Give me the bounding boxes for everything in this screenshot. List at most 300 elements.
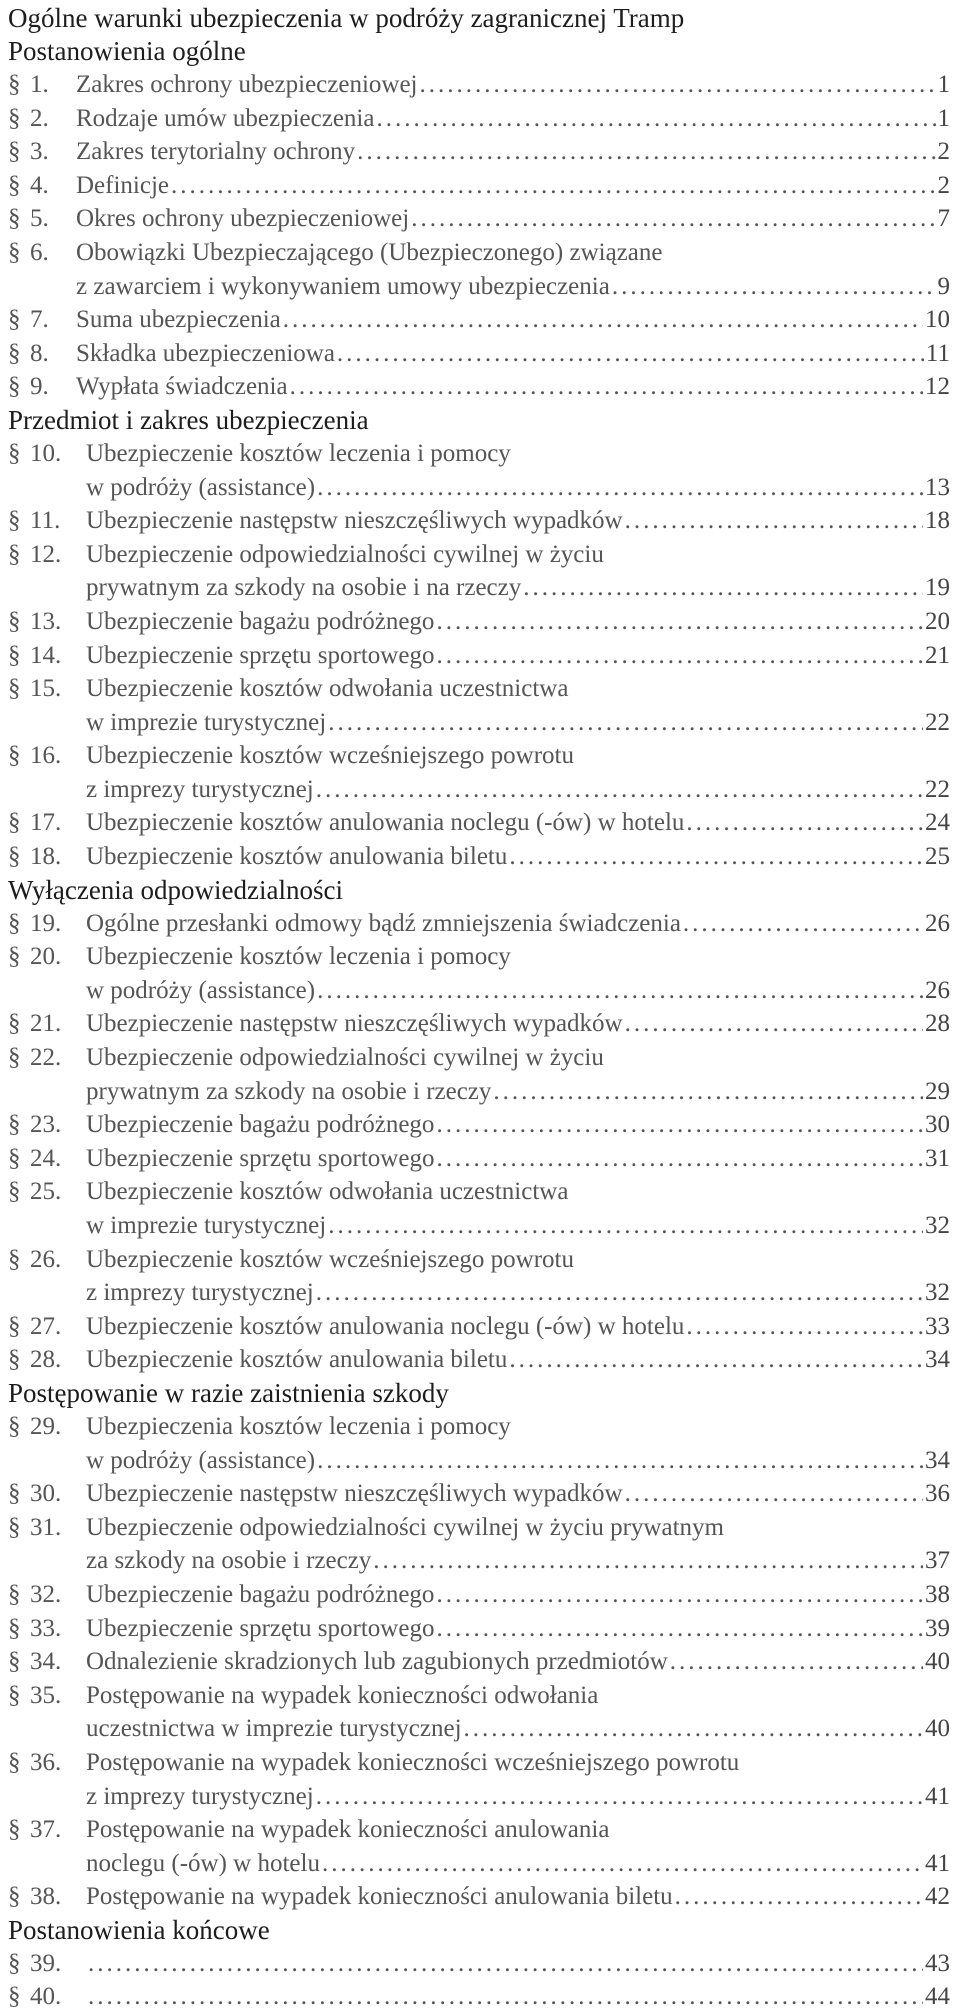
section-sign: §: [8, 306, 21, 334]
entry-number: 18.: [30, 843, 62, 871]
section-sign: §: [8, 1580, 21, 1608]
section-sign: §: [8, 339, 21, 367]
entry-number: 1.: [30, 71, 49, 98]
section-sign: §: [8, 540, 21, 568]
entry-body: [86, 538, 950, 605]
entry-line: [86, 1645, 950, 1679]
toc-entry[interactable]: [8, 1142, 950, 1176]
section-sign: §: [8, 675, 21, 703]
entry-title: Składka ubezpieczeniowa: [76, 339, 335, 367]
dot-leader: [322, 1847, 923, 1881]
section-sign: §: [8, 1983, 21, 2011]
entry-title: w imprezie turystycznej: [86, 708, 327, 736]
section-sign: §: [8, 1010, 21, 1038]
entry-line: [86, 974, 950, 1008]
entry-title: Ubezpieczenie sprzętu sportowego: [86, 1614, 435, 1642]
entry-number: 28.: [30, 1346, 62, 1374]
entry-number: 37.: [30, 1816, 62, 1844]
section-sign: §: [8, 1111, 21, 1139]
dot-leader: [283, 303, 923, 337]
dot-leader: [316, 773, 923, 807]
entry-title: Zakres terytorialny ochrony: [76, 138, 356, 166]
entry-number: 32.: [30, 1580, 62, 1608]
page-number: 22: [925, 775, 950, 803]
entry-body: [86, 1578, 950, 1612]
entry-line: [86, 571, 950, 605]
page-number: 43: [925, 1949, 950, 1977]
page-number: 29: [925, 1077, 950, 1105]
page-number: 25: [925, 843, 950, 871]
page-number: 37: [925, 1547, 950, 1575]
toc-entry[interactable]: [8, 1041, 950, 1108]
section-heading: Postanowienia ogólne: [8, 36, 246, 66]
page-number: 1: [937, 71, 950, 98]
entry-body: [86, 1243, 950, 1310]
entry-body: [86, 1679, 950, 1746]
toc-entry[interactable]: [8, 1175, 950, 1242]
entry-body: [76, 169, 950, 203]
page-number: 13: [925, 473, 950, 501]
entry-number: 36.: [30, 1748, 62, 1776]
entry-title: Ubezpieczenie sprzętu sportowego: [86, 1144, 435, 1172]
toc-entry[interactable]: [8, 1410, 950, 1477]
toc-entry[interactable]: [8, 538, 950, 605]
table-of-contents: [8, 35, 950, 2014]
entry-line: [86, 1780, 950, 1814]
dot-leader: [625, 1007, 923, 1041]
toc-entry[interactable]: [8, 1612, 950, 1646]
toc-entry[interactable]: [8, 1746, 950, 1813]
entry-line: [86, 739, 950, 773]
toc-entry[interactable]: [8, 1645, 950, 1679]
entry-line: [86, 605, 950, 639]
entry-line: [86, 1142, 950, 1176]
page-number: 31: [925, 1144, 950, 1172]
section-sign: §: [8, 1648, 21, 1676]
toc-entry[interactable]: [8, 1108, 950, 1142]
page-number: 40: [925, 1715, 950, 1743]
entry-title: Ubezpieczenie odpowiedzialności cywilnej w życiu: [86, 540, 604, 568]
entry-body: [76, 68, 950, 102]
dot-leader: [88, 1980, 923, 2014]
entry-body: [76, 102, 950, 136]
entry-body: [76, 202, 950, 236]
entry-title: Postępowanie na wypadek konieczności anulowania: [86, 1816, 610, 1844]
entry-title: Postępowanie na wypadek konieczności wcześniejszego powrotu: [86, 1748, 740, 1776]
section-heading: Wyłączenia odpowiedzialności: [8, 874, 343, 905]
dot-leader: [420, 68, 936, 102]
entry-number: 12.: [30, 540, 62, 568]
toc-entry[interactable]: [8, 806, 950, 840]
entry-number: 10.: [30, 439, 62, 467]
entry-line: [76, 337, 950, 371]
entry-body: [86, 1511, 950, 1578]
toc-entry[interactable]: [8, 1243, 950, 1310]
dot-leader: [436, 1108, 923, 1142]
entry-line: [86, 1276, 950, 1310]
entry-body: [86, 1410, 950, 1477]
entry-line: [86, 1544, 950, 1578]
toc-entry[interactable]: [8, 1007, 950, 1041]
dot-leader: [436, 639, 923, 673]
entry-number: 26.: [30, 1245, 62, 1273]
toc-entry[interactable]: [8, 739, 950, 806]
entry-line: [86, 639, 950, 673]
toc-entry[interactable]: [8, 1880, 950, 1914]
dot-leader: [88, 1947, 923, 1981]
entry-title: Postępowanie na wypadek konieczności odwołania: [86, 1681, 599, 1709]
section-sign: §: [8, 1044, 21, 1072]
page-number: 39: [925, 1614, 950, 1642]
page-number: 33: [925, 1312, 950, 1340]
entry-title: z zawarciem i wykonywaniem umowy ubezpieczenia: [76, 272, 610, 300]
entry-title: za szkody na osobie i rzeczy: [86, 1547, 372, 1575]
entry-number: 3.: [30, 138, 49, 166]
section-sign: §: [8, 1949, 21, 1977]
dot-leader: [436, 605, 923, 639]
dot-leader: [686, 1310, 923, 1344]
entry-number: 14.: [30, 641, 62, 669]
entry-body: [86, 1612, 950, 1646]
entry-number: 7.: [30, 306, 49, 334]
page-number: 26: [925, 909, 950, 937]
toc-entry[interactable]: [8, 68, 950, 102]
entry-number: 8.: [30, 339, 49, 367]
entry-line: [76, 102, 950, 136]
section-sign: §: [8, 742, 21, 770]
toc-entry[interactable]: [8, 102, 950, 136]
entry-body: [86, 1041, 950, 1108]
entry-title: Wypłata świadczenia: [76, 373, 288, 401]
section-sign: §: [8, 1816, 21, 1844]
page-number: 41: [925, 1782, 950, 1810]
entry-body: [86, 437, 950, 504]
dot-leader: [317, 974, 923, 1008]
dot-leader: [436, 1578, 923, 1612]
entry-title: uczestnictwa w imprezie turystycznej: [86, 1715, 462, 1743]
section-sign: §: [8, 607, 21, 635]
toc-entry[interactable]: [8, 504, 950, 538]
page-number: 9: [937, 272, 950, 300]
entry-body: [86, 1746, 950, 1813]
dot-leader: [683, 907, 923, 941]
entry-body: [86, 1108, 950, 1142]
entry-body: [86, 1343, 950, 1377]
page-number: 18: [925, 507, 950, 535]
toc-entry[interactable]: [8, 907, 950, 941]
page-number: 36: [925, 1480, 950, 1508]
entry-body: [86, 504, 950, 538]
entry-line: [86, 1679, 950, 1713]
section-sign: §: [8, 104, 21, 132]
dot-leader: [625, 504, 923, 538]
entry-title: Ubezpieczenie kosztów leczenia i pomocy: [86, 943, 511, 971]
entry-line: [86, 806, 950, 840]
entry-title: w imprezie turystycznej: [86, 1212, 327, 1239]
entry-body: [76, 236, 950, 303]
entry-line: [86, 1947, 950, 1981]
entry-line: [86, 840, 950, 874]
entry-title: Ubezpieczenie bagażu podróżnego: [86, 1580, 435, 1608]
toc-page: [0, 2, 960, 2013]
entry-title: Ubezpieczenie następstw nieszczęśliwych wypadków: [86, 1480, 623, 1508]
entry-body: [86, 1947, 950, 1981]
entry-line: [86, 1444, 950, 1478]
entry-number: 5.: [30, 205, 49, 233]
entry-title: z imprezy turystycznej: [86, 775, 314, 803]
page-number: 32: [925, 1212, 950, 1239]
entry-number: 33.: [30, 1614, 62, 1642]
entry-body: [86, 1880, 950, 1914]
entry-number: 13.: [30, 607, 62, 635]
entry-title: w podróży (assistance): [86, 473, 316, 501]
page-number: 38: [925, 1580, 950, 1608]
toc-entry[interactable]: [8, 370, 950, 404]
entry-line: [86, 1578, 950, 1612]
entry-title: prywatnym za szkody na osobie i rzeczy: [86, 1077, 492, 1105]
entry-body: [86, 1645, 950, 1679]
entry-title: Ubezpieczenie następstw nieszczęśliwych wypadków: [86, 507, 623, 535]
entry-body: [86, 907, 950, 941]
page-number: 1: [937, 104, 950, 132]
dot-leader: [436, 1142, 923, 1176]
entry-title: Ubezpieczenie odpowiedzialności cywilnej w życiu prywatnym: [86, 1513, 724, 1541]
dot-leader: [328, 1209, 923, 1243]
entry-number: 39.: [30, 1949, 62, 1977]
dot-leader: [675, 1880, 923, 1914]
section-sign: §: [8, 373, 21, 401]
entry-line: [86, 672, 950, 706]
entry-body: [76, 337, 950, 371]
section-sign: §: [8, 1513, 21, 1541]
dot-leader: [357, 135, 935, 169]
section-sign: §: [8, 439, 21, 467]
entry-line: [86, 1746, 950, 1780]
entry-number: 29.: [30, 1412, 62, 1440]
toc-entry[interactable]: [8, 437, 950, 504]
dot-leader: [337, 337, 924, 371]
entry-line: [86, 1075, 950, 1109]
page-number: 44: [925, 1983, 950, 2011]
dot-leader: [464, 1712, 923, 1746]
section-heading: Postanowienia końcowe: [8, 1914, 270, 1945]
section-sign: §: [8, 843, 21, 871]
toc-entry[interactable]: [8, 337, 950, 371]
entry-title: noclegu (-ów) w hotelu: [86, 1849, 320, 1877]
entry-line: [76, 303, 950, 337]
entry-number: 23.: [30, 1111, 62, 1139]
page-number: 41: [925, 1849, 950, 1877]
entry-line: [86, 1209, 950, 1243]
entry-line: [86, 1880, 950, 1914]
toc-entry[interactable]: [8, 236, 950, 303]
entry-line: [86, 1007, 950, 1041]
section-sign: §: [8, 1245, 21, 1273]
page-number: 26: [925, 976, 950, 1004]
entry-title: Zakres ochrony ubezpieczeniowej: [76, 71, 418, 98]
entry-title: Ubezpieczenie kosztów anulowania biletu: [86, 843, 508, 871]
entry-line: [86, 1511, 950, 1545]
entry-line: [86, 1175, 950, 1209]
entry-line: [86, 1477, 950, 1511]
entry-line: [86, 773, 950, 807]
entry-line: [76, 202, 950, 236]
page-number: 2: [937, 138, 950, 166]
dot-leader: [376, 102, 935, 136]
entry-line: [76, 236, 950, 270]
entry-line: [76, 135, 950, 169]
entry-number: 21.: [30, 1010, 62, 1038]
entry-number: 27.: [30, 1312, 62, 1340]
entry-line: [86, 907, 950, 941]
page-number: 42: [925, 1883, 950, 1911]
section-sign: §: [8, 238, 21, 266]
entry-title: Ubezpieczenie odpowiedzialności cywilnej w życiu: [86, 1044, 604, 1072]
entry-title: Ubezpieczenie kosztów wcześniejszego powrotu: [86, 742, 575, 770]
entry-title: Ubezpieczenie kosztów anulowania noclegu (-ów) w hotelu: [86, 809, 685, 837]
entry-body: [86, 739, 950, 806]
entry-line: [86, 1108, 950, 1142]
page-number: 12: [925, 373, 950, 401]
section-heading: Postępowanie w razie zaistnienia szkody: [8, 1377, 449, 1408]
dot-leader: [316, 1276, 923, 1310]
section-sign: §: [8, 1144, 21, 1172]
entry-number: 38.: [30, 1883, 62, 1911]
section-sign: §: [8, 1312, 21, 1340]
page-number: 34: [925, 1346, 950, 1374]
toc-entry[interactable]: [8, 672, 950, 739]
entry-title: Ogólne przesłanki odmowy bądź zmniejszenia świadczenia: [86, 909, 681, 937]
section-sign: §: [8, 1748, 21, 1776]
toc-entry[interactable]: [8, 202, 950, 236]
entry-number: 6.: [30, 238, 49, 266]
entry-number: 17.: [30, 809, 62, 837]
entry-number: 11.: [30, 507, 61, 535]
toc-entry[interactable]: [8, 303, 950, 337]
section-sign: §: [8, 1883, 21, 1911]
entry-number: 22.: [30, 1044, 62, 1072]
dot-leader: [523, 571, 923, 605]
toc-entry[interactable]: [8, 1980, 950, 2014]
entry-body: [86, 639, 950, 673]
entry-line: [86, 437, 950, 471]
entry-line: [86, 940, 950, 974]
page-number: 19: [925, 574, 950, 602]
entry-body: [76, 370, 950, 404]
entry-line: [86, 1712, 950, 1746]
dot-leader: [625, 1477, 923, 1511]
section-sign: §: [8, 138, 21, 166]
document-title: Ogólne warunki ubezpieczenia w podróży zagranicznej Tramp: [8, 3, 685, 33]
entry-title: Ubezpieczenie kosztów wcześniejszego powrotu: [86, 1245, 575, 1273]
page-number: 24: [925, 809, 950, 837]
entry-line: [86, 1343, 950, 1377]
entry-title: Ubezpieczenie bagażu podróżnego: [86, 1111, 435, 1139]
toc-entry[interactable]: [8, 1679, 950, 1746]
toc-entry[interactable]: [8, 840, 950, 874]
entry-line: [86, 504, 950, 538]
entry-body: [86, 840, 950, 874]
toc-entry[interactable]: [8, 169, 950, 203]
section-heading: Przedmiot i zakres ubezpieczenia: [8, 404, 369, 435]
section-sign: §: [8, 507, 21, 535]
entry-title: Ubezpieczenie kosztów leczenia i pomocy: [86, 439, 511, 467]
entry-title: Ubezpieczenie bagażu podróżnego: [86, 607, 435, 635]
dot-leader: [317, 1444, 923, 1478]
section-sign: §: [8, 1681, 21, 1709]
entry-title: Odnalezienie skradzionych lub zagubionych przedmiotów: [86, 1648, 668, 1676]
toc-entry[interactable]: [8, 940, 950, 1007]
section-sign: §: [8, 71, 21, 98]
entry-line: [86, 1243, 950, 1277]
toc-entry[interactable]: [8, 639, 950, 673]
dot-leader: [493, 1075, 923, 1109]
toc-entry[interactable]: [8, 1511, 950, 1578]
entry-number: 24.: [30, 1144, 62, 1172]
entry-line: [86, 1410, 950, 1444]
entry-body: [86, 1175, 950, 1242]
toc-entry[interactable]: [8, 1578, 950, 1612]
entry-number: 19.: [30, 909, 62, 937]
section-sign: §: [8, 909, 21, 937]
entry-line: [86, 538, 950, 572]
entry-title: Postępowanie na wypadek konieczności anulowania biletu: [86, 1883, 673, 1911]
entry-title: Ubezpieczenie kosztów odwołania uczestnictwa: [86, 1178, 569, 1206]
dot-leader: [328, 706, 923, 740]
entry-line: [86, 1310, 950, 1344]
page-number: 28: [925, 1010, 950, 1038]
entry-title: Ubezpieczenie sprzętu sportowego: [86, 641, 435, 669]
toc-entry[interactable]: [8, 605, 950, 639]
toc-entry[interactable]: [8, 1813, 950, 1880]
entry-number: 25.: [30, 1178, 62, 1206]
page-number: 32: [925, 1279, 950, 1307]
toc-entry[interactable]: [8, 1477, 950, 1511]
page-number: 7: [937, 205, 950, 233]
entry-title: Ubezpieczenie kosztów anulowania biletu: [86, 1346, 508, 1374]
section-sign: §: [8, 943, 21, 971]
dot-leader: [317, 471, 923, 505]
entry-title: w podróży (assistance): [86, 1446, 316, 1474]
page-number: 2: [937, 171, 950, 199]
entry-body: [86, 806, 950, 840]
dot-leader: [290, 370, 923, 404]
page-number: 21: [925, 641, 950, 669]
page-number: 11: [925, 339, 950, 367]
dot-leader: [670, 1645, 923, 1679]
entry-line: [86, 706, 950, 740]
entry-body: [86, 672, 950, 739]
toc-entry[interactable]: [8, 1343, 950, 1377]
entry-body: [86, 1813, 950, 1880]
entry-number: 15.: [30, 675, 62, 703]
entry-body: [86, 1007, 950, 1041]
entry-number: 35.: [30, 1681, 62, 1709]
dot-leader: [686, 806, 923, 840]
section-sign: §: [8, 1480, 21, 1508]
entry-line: [86, 471, 950, 505]
dot-leader: [411, 202, 935, 236]
page-number: 40: [925, 1648, 950, 1676]
toc-entry[interactable]: [8, 135, 950, 169]
section-sign: §: [8, 1346, 21, 1374]
entry-body: [86, 1477, 950, 1511]
entry-title: Definicje: [76, 171, 170, 199]
toc-entry[interactable]: [8, 1947, 950, 1981]
entry-number: 34.: [30, 1648, 62, 1676]
dot-leader: [436, 1612, 923, 1646]
toc-entry[interactable]: [8, 1310, 950, 1344]
